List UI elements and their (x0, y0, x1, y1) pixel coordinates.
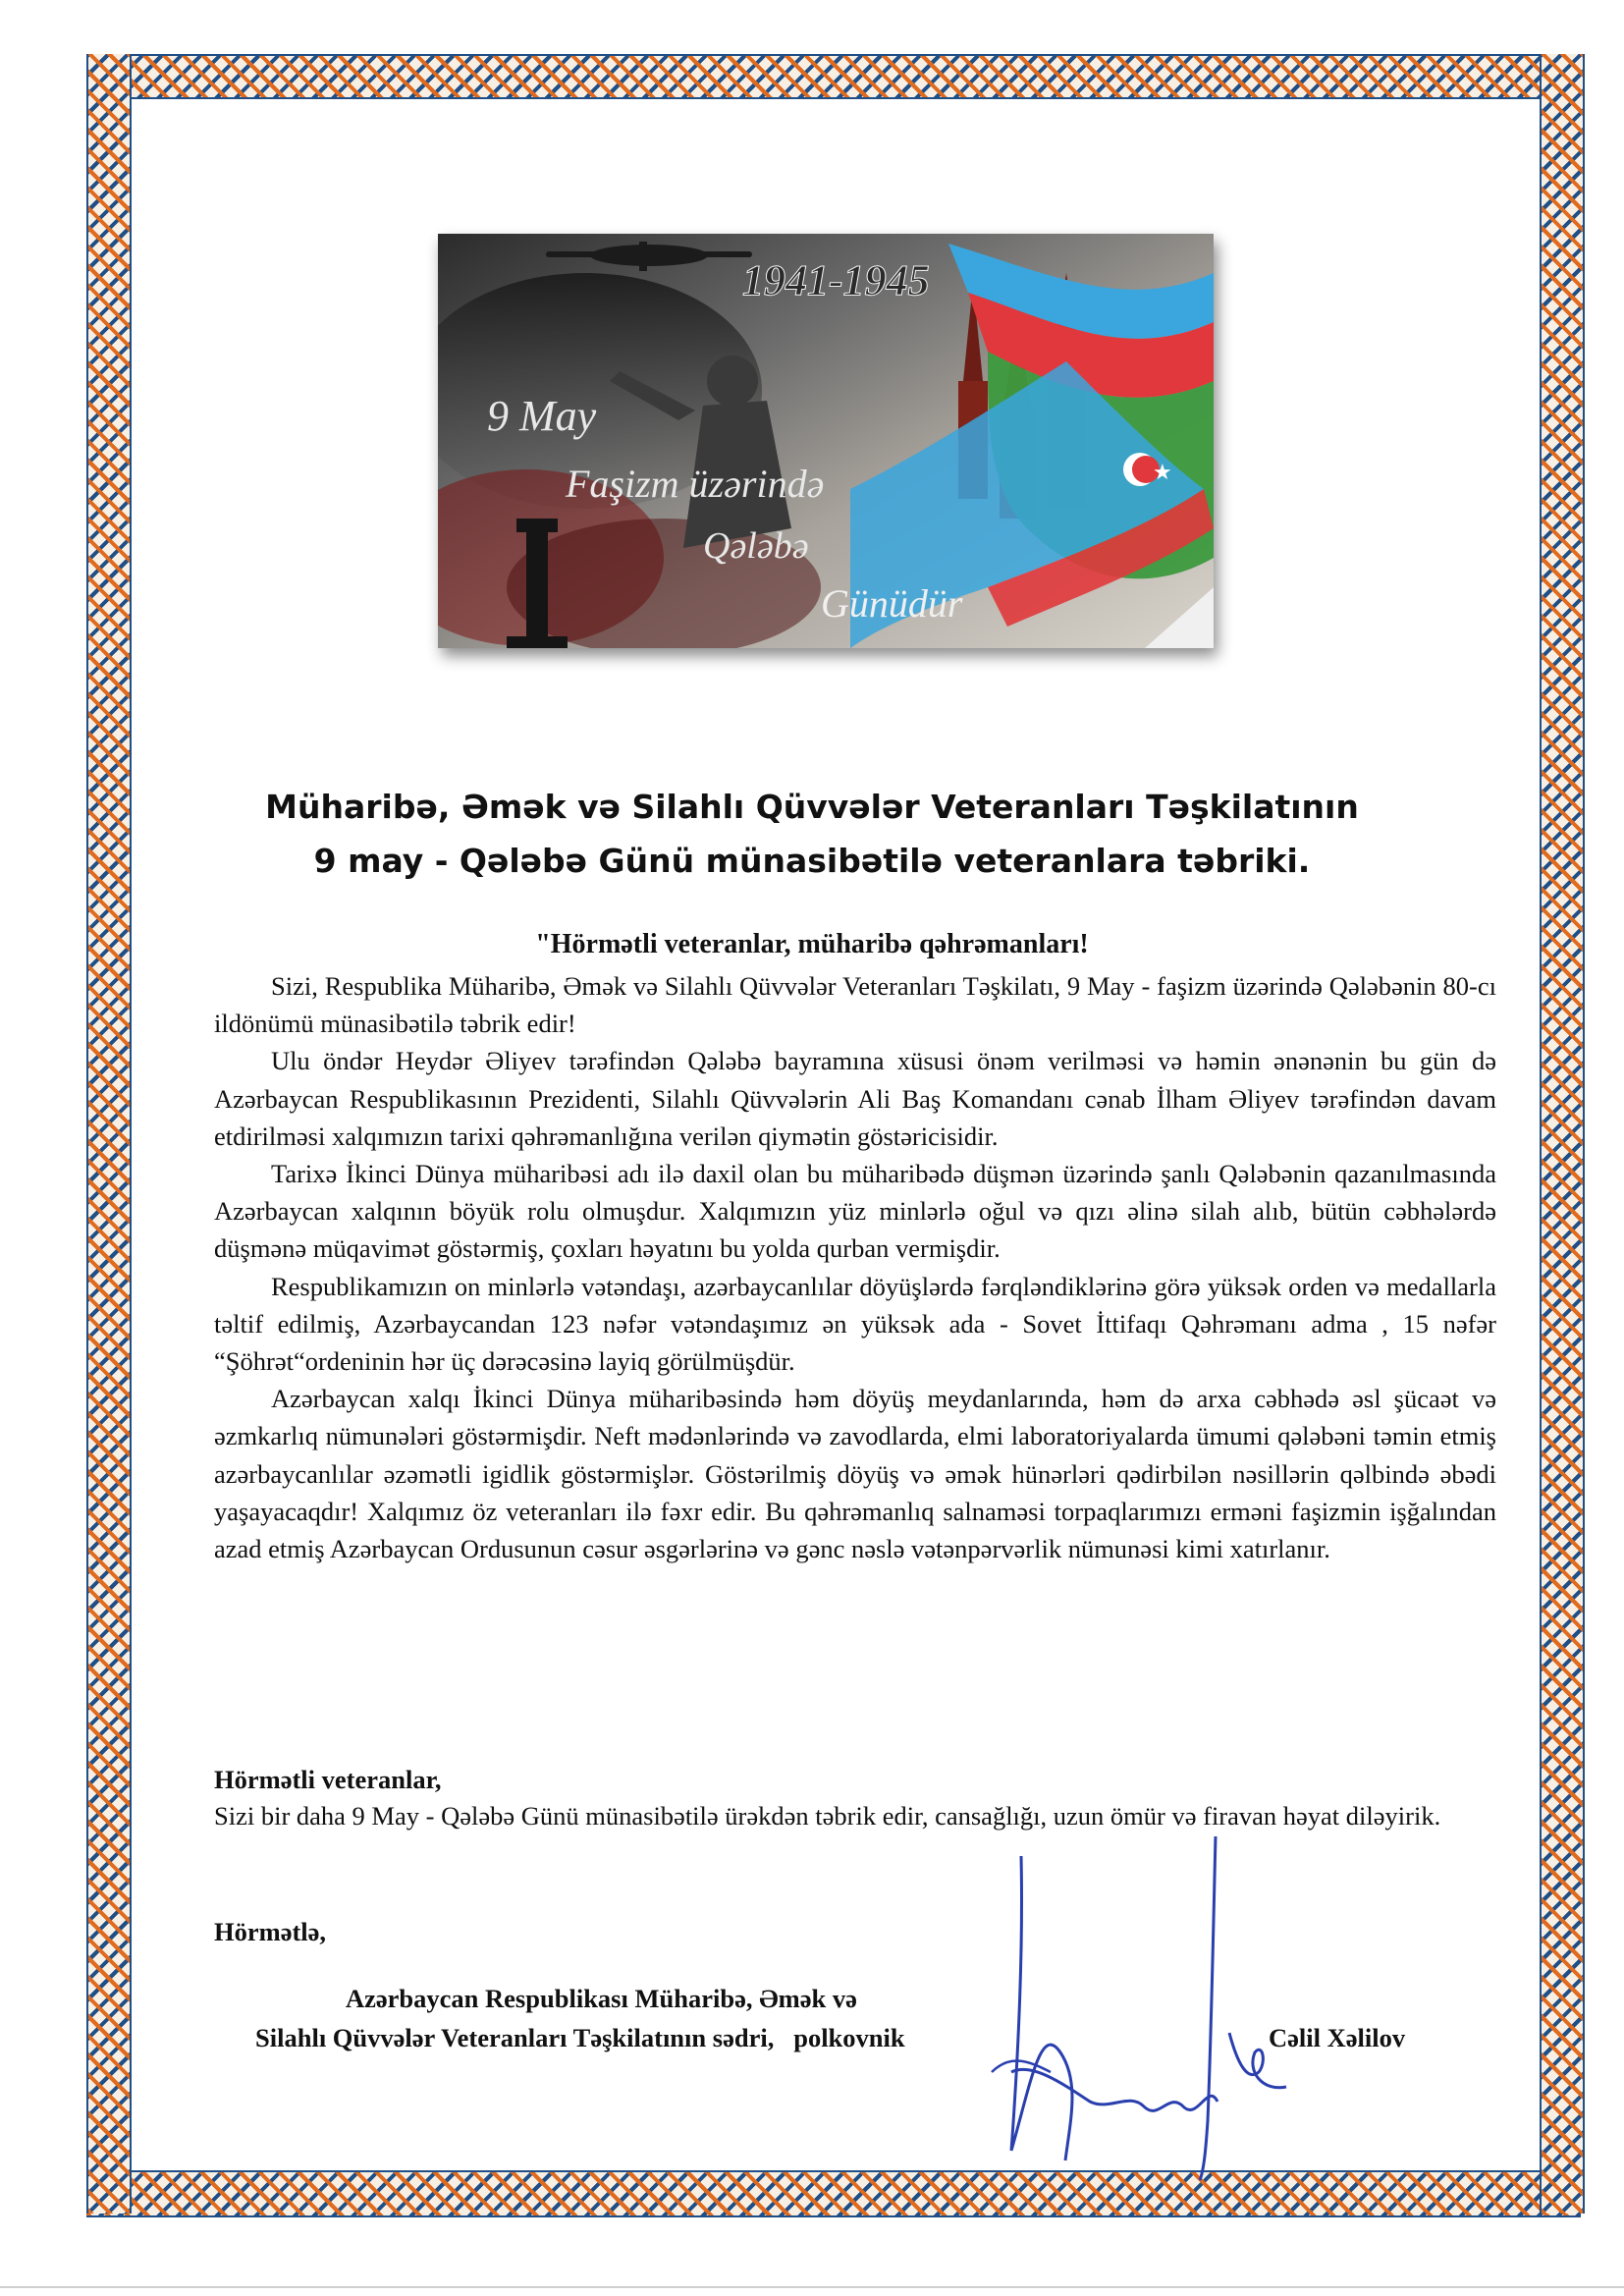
ornamental-border-top (86, 54, 1581, 99)
poster-text-fasizm: Faşizm üzərində (566, 462, 825, 506)
signatory-title-line2: Silahlı Qüvvələr Veteranları Təşkilatının sədri, polkovnik (255, 2023, 905, 2052)
paragraph: Tarixə İkinci Dünya müharibəsi adı ilə daxil olan bu müharibədə düşmən üzərində şanlı Qələbənin qazanılmasında Azərbaycan xalqının böyük rolu olmuşdur. Xalqımızın yüz minlərlə oğul və qızı əlinə silah alıb, bütün cəbhələrdə düşmənə müqavimət göstərmiş, çoxları həyatını bu yolda qurban vermişdir. (214, 1159, 1496, 1264)
document-title-line2: 9 may - Qələbə Günü münasibətilə veteranlara təbriki. (313, 842, 1311, 880)
poster-text-qelebe: Qələbə (703, 525, 809, 567)
ornamental-border-right (1540, 54, 1585, 2214)
svg-text:★: ★ (1153, 461, 1172, 485)
closing-salutation: Hörmətli veteranlar, (214, 1765, 442, 1794)
ornamental-border-left (86, 54, 132, 2214)
poster-artwork (438, 234, 1214, 648)
salutation: "Hörmətli veteranlar, müharibə qəhrəmanları! (535, 929, 1089, 959)
poster-years: 1941-1945 (742, 256, 930, 304)
regards: Hörmətlə, (214, 1917, 327, 1946)
paragraph: Azərbaycan xalqı İkinci Dünya müharibəsində həm döyüş meydanlarında, həm də arxa cəbhədə əsl şücaət və əzmkarlıq nümunələri göstərmişdir. Neft mədənlərində və zavodlarda, elmi laboratoriyalarda ümumi qələbəni təmin etmiş azərbaycanlılar əzəmətli igidlik göstərmişlər. Göstərilmiş döyüş və əmək hünərləri qədirbilən nəsillərin qəlbində əbədi yaşayacaqdır! Xalqımız öz veteranları ilə fəxr edir. Bu qəhrəmanlıq salnaməsi torpaqlarımızı erməni faşizmin işğalından azad etmiş Azərbaycan Ordusunun cəsur əsgərlərinə və gənc nəslə vətənpərvərlik nümunəsi kimi xatırlanır. (214, 1384, 1496, 1564)
signatory-name: Cəlil Xəlilov (1269, 2023, 1406, 2052)
signatory-title-line1: Azərbaycan Respublikası Müharibə, Əmək və (346, 1984, 857, 2013)
poster-text-9-may: 9 May (487, 392, 597, 440)
paragraph: Ulu öndər Heydər Əliyev tərəfindən Qələbə bayramına xüsusi önəm verilməsi və həmin ənənənin bu gün də Azərbaycan Respublikasının Prezidenti, Silahlı Qüvvələrin Ali Baş Komandanı cənab İlham Əliyev tərəfindən davam etdirilməsi xalqımızın tarixi qəhrəmanlığına verilən qiymətin göstəricisidir. (214, 1046, 1496, 1151)
victory-day-poster (438, 234, 1214, 648)
letter-body (214, 967, 1496, 1567)
handwritten-signature (972, 1827, 1384, 2190)
document-title-line1: Müharibə, Əmək və Silahlı Qüvvələr Veteranları Təşkilatının (265, 788, 1359, 826)
scan-edge-line (0, 2286, 1624, 2288)
poster-text-gunudur: Günüdür (821, 581, 963, 626)
closing-paragraph: Sizi bir daha 9 May - Qələbə Günü münasibətilə ürəkdən təbrik edir, cansağlığı, uzun ömür və firavan həyat diləyirik. (214, 1801, 1441, 1831)
paragraph: Sizi, Respublika Müharibə, Əmək və Silahlı Qüvvələr Veteranları Təşkilatı, 9 May - faşizm üzərində Qələbənin 80-cı ildönümü münasibətilə təbrik edir! (214, 971, 1496, 1039)
paragraph: Respublikamızın on minlərlə vətəndaşı, azərbaycanlılar döyüşlərdə fərqləndiklərinə görə yüksək orden və medallarla təltif edilmiş, Azərbaycandan 123 nəfər vətəndaşımız ən yüksək ada - Sovet İttifaqı Qəhrəmanı adma , 15 nəfər “Şöhrət“ordeninin hər üç dərəcəsinə layiq görülmüşdür. (214, 1271, 1496, 1377)
